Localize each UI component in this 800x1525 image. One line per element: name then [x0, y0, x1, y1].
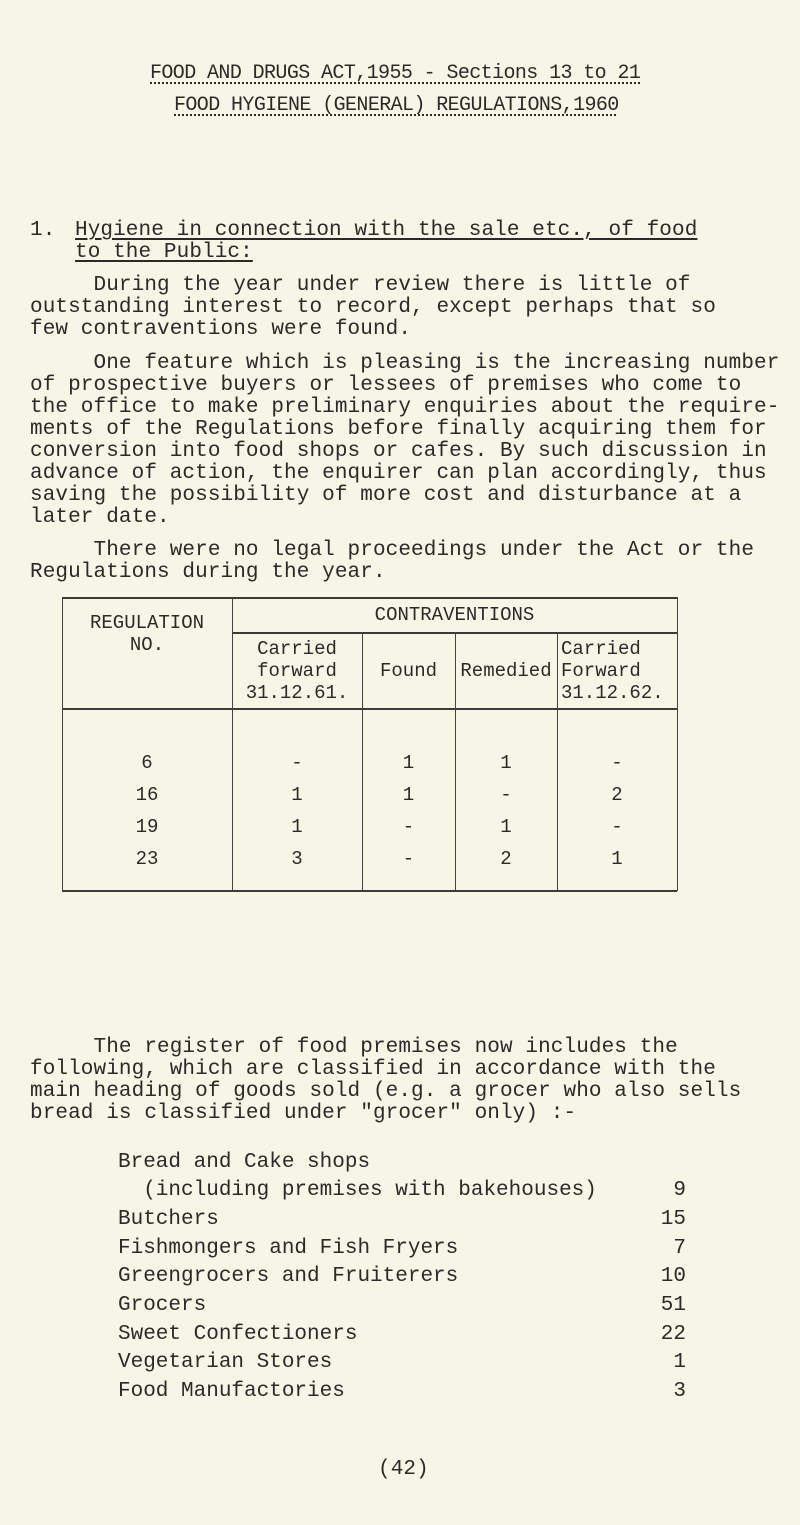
premises-label: Grocers — [118, 1294, 207, 1317]
paragraph-1 — [30, 275, 716, 341]
text-line: few contraventions were found. — [30, 318, 412, 341]
premises-row — [118, 1378, 686, 1406]
text-line: saving the possibility of more cost and disturbance at a — [30, 484, 742, 507]
page-number: (42) — [378, 1458, 429, 1481]
section-number: 1. — [30, 219, 56, 242]
text-line: the office to make preliminary enquiries about the require- — [30, 396, 780, 419]
premises-label: Butchers — [118, 1208, 219, 1231]
table-cell: 1 — [500, 752, 512, 774]
section-heading — [75, 220, 697, 264]
paragraph-3 — [30, 540, 754, 584]
paragraph-2 — [30, 353, 779, 529]
premises-count: 3 — [673, 1380, 686, 1403]
table-cell: 23 — [135, 848, 159, 870]
premises-label: Vegetarian Stores — [118, 1351, 333, 1374]
premises-count: 7 — [673, 1237, 686, 1260]
premises-count: 22 — [660, 1323, 686, 1346]
table-cell: 6 — [141, 752, 153, 774]
table-cell: 19 — [135, 816, 159, 838]
premises-count: 10 — [660, 1265, 686, 1288]
text-line: conversion into food shops or cafes. By such discussion in — [30, 440, 767, 463]
premises-label: Bread and Cake shops (including premises with bakehouses) — [118, 1151, 597, 1202]
premises-label: Greengrocers and Fruiterers — [118, 1265, 459, 1288]
table-cell: 1 — [291, 816, 303, 838]
table-cell: 1 — [611, 848, 623, 870]
header-carried-forward-61: Carried forward 31.12.61. — [245, 638, 349, 704]
text-line: bread is classified under "grocer" only) :- — [30, 1102, 577, 1125]
table-cell: 1 — [402, 784, 415, 806]
premises-label: Sweet Confectioners — [118, 1323, 358, 1346]
header-contraventions: CONTRAVENTIONS — [374, 604, 535, 626]
table-top-rule — [62, 597, 677, 599]
table-cell: 2 — [611, 784, 623, 806]
table-cell: 1 — [402, 752, 415, 774]
text-line: later date. — [30, 506, 170, 529]
section-heading-line-2: to the Public: — [75, 241, 253, 264]
premises-count: 9 — [673, 1179, 686, 1202]
text-line: main heading of goods sold (e.g. a grocer who also sells — [30, 1080, 742, 1103]
table-cell: - — [291, 752, 303, 774]
text-line: ments of the Regulations before finally acquiring them for — [30, 418, 767, 441]
table-bottom-rule — [62, 890, 677, 892]
premises-count: 51 — [660, 1294, 686, 1317]
premises-label: Fishmongers and Fish Fryers — [118, 1237, 459, 1260]
premises-row — [118, 1206, 686, 1234]
premises-row — [118, 1321, 686, 1349]
header-remedied: Remedied — [460, 660, 552, 682]
header-carried-forward-62: Carried Forward 31.12.62. — [561, 638, 664, 704]
table-cell: - — [611, 816, 623, 838]
table-cell: - — [500, 784, 512, 806]
text-line: Regulations during the year. — [30, 561, 386, 584]
text-line: outstanding interest to record, except perhaps that so — [30, 296, 716, 319]
title-line-1: FOOD AND DRUGS ACT,1955 - Sections 13 to 21 — [150, 62, 641, 85]
table-cell: 3 — [291, 848, 303, 870]
table-cell: 2 — [500, 848, 512, 870]
header-bottom-rule — [62, 708, 677, 710]
header-regulation-no: REGULATION NO. — [89, 612, 205, 656]
premises-row — [118, 1263, 686, 1291]
text-line: following, which are classified in accordance with the — [30, 1058, 716, 1081]
table-cell: 1 — [500, 816, 512, 838]
premises-label: Food Manufactories — [118, 1380, 345, 1403]
section-heading-line-1: Hygiene in connection with the sale etc., of food — [75, 219, 698, 242]
text-line: advance of action, the enquirer can plan accordingly, thus — [30, 462, 767, 485]
text-line: of prospective buyers or lessees of premises who come to — [30, 374, 742, 397]
premises-count: 15 — [660, 1208, 686, 1231]
premises-row — [118, 1349, 686, 1377]
premises-row — [118, 1292, 686, 1320]
text-line: The register of food premises now includes the — [30, 1036, 678, 1059]
text-line: There were no legal proceedings under the Act or the — [30, 539, 755, 562]
text-line: One feature which is pleasing is the increasing number — [30, 352, 780, 375]
premises-row — [118, 1235, 686, 1263]
table-cell: - — [402, 848, 415, 870]
table-cell: - — [611, 752, 623, 774]
table-cell: 16 — [135, 784, 159, 806]
header-found: Found — [379, 660, 437, 682]
premises-count: 1 — [673, 1351, 686, 1374]
text-line: During the year under review there is little of — [30, 274, 691, 297]
table-cell: 1 — [291, 784, 303, 806]
paragraph-4 — [30, 1037, 741, 1125]
table-cell: - — [402, 816, 415, 838]
premises-row — [118, 1149, 686, 1205]
title-line-2: FOOD HYGIENE (GENERAL) REGULATIONS,1960 — [174, 94, 619, 117]
